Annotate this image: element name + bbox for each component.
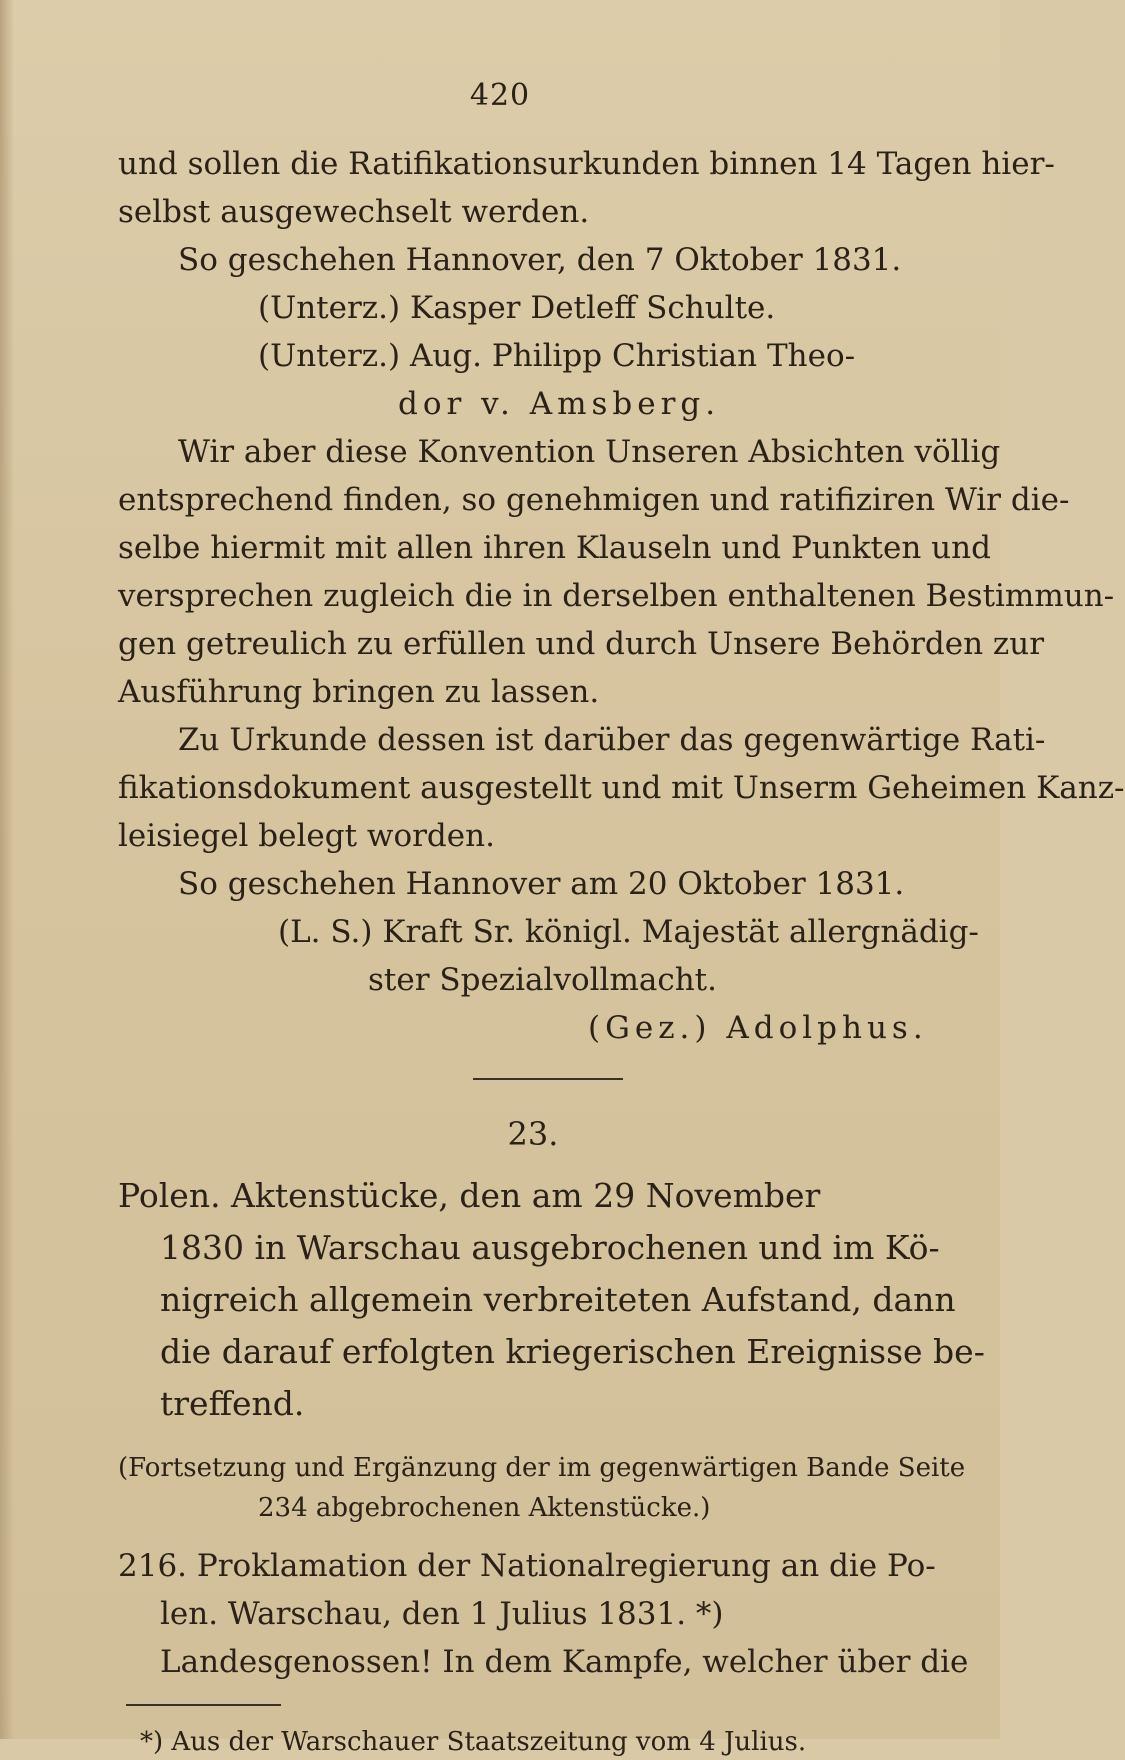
text-line: entsprechend finden, so genehmigen und ratifiziren Wir die- xyxy=(118,482,1070,518)
heading-line: Polen. Aktenstücke, den am 29 November xyxy=(118,1176,821,1215)
signature-line: (Unterz.) Aug. Philipp Christian Theo- xyxy=(258,338,856,374)
dated-line: So geschehen Hannover, den 7 Oktober 1831. xyxy=(178,242,902,278)
item-line: len. Warschau, den 1 Julius 1831. *) xyxy=(160,1596,724,1632)
text-line: und sollen die Ratifikationsurkunden binnen 14 Tagen hier- xyxy=(118,146,1055,182)
signature-line: (Unterz.) Kasper Detleff Schulte. xyxy=(258,290,776,326)
text-line: Ausführung bringen zu lassen. xyxy=(118,674,600,710)
page-content xyxy=(118,140,1125,1760)
section-divider xyxy=(473,1078,623,1080)
text-line: Zu Urkunde dessen ist darüber das gegenwärtige Rati- xyxy=(178,722,1046,758)
footnote: *) Aus der Warschauer Staatszeitung vom 4 Julius. xyxy=(140,1727,807,1757)
heading-line: 1830 in Warschau ausgebrochenen und im Kö- xyxy=(160,1228,940,1267)
text-line: fikationsdokument ausgestellt und mit Unserm Geheimen Kanz- xyxy=(118,770,1125,806)
item-line: Landesgenossen! In dem Kampfe, welcher über die xyxy=(160,1644,969,1680)
text-line: selbst ausgewechselt werden. xyxy=(118,194,590,230)
note-line: (Fortsetzung und Ergänzung der im gegenwärtigen Bande Seite xyxy=(118,1453,966,1483)
document-item xyxy=(118,1542,969,1686)
note-line: 234 abgebrochenen Aktenstücke.) xyxy=(258,1493,711,1523)
text-line: gen getreulich zu erfüllen und durch Unsere Behörden zur xyxy=(118,626,1045,662)
text-line: leisiegel belegt worden. xyxy=(118,818,495,854)
heading-line: treffend. xyxy=(160,1384,305,1423)
text-line: versprechen zugleich die in derselben enthaltenen Bestimmun- xyxy=(118,578,1115,614)
heading-line: nigreich allgemein verbreiteten Aufstand, dann xyxy=(160,1280,956,1319)
seal-line: (L. S.) Kraft Sr. königl. Majestät allergnädig- xyxy=(278,914,979,950)
text-line: Wir aber diese Konvention Unseren Absichten völlig xyxy=(178,434,1001,470)
dated-line: So geschehen Hannover am 20 Oktober 1831. xyxy=(178,866,905,902)
continuation-note xyxy=(118,1448,966,1528)
page-number: 420 xyxy=(469,78,531,113)
text-line: selbe hiermit mit allen ihren Klauseln und Punkten und xyxy=(118,530,991,566)
item-line: 216. Proklamation der Nationalregierung an die Po- xyxy=(118,1548,936,1584)
signature-line: (Gez.) Adolphus. xyxy=(588,1010,928,1046)
section-number: 23. xyxy=(507,1115,559,1153)
heading-line: die darauf erfolgten kriegerischen Ereignisse be- xyxy=(160,1332,985,1371)
seal-line: ster Spezialvollmacht. xyxy=(368,962,717,998)
footnote-divider xyxy=(126,1704,281,1706)
signature-line: dor v. Amsberg. xyxy=(398,386,721,422)
section-heading xyxy=(118,1170,985,1430)
